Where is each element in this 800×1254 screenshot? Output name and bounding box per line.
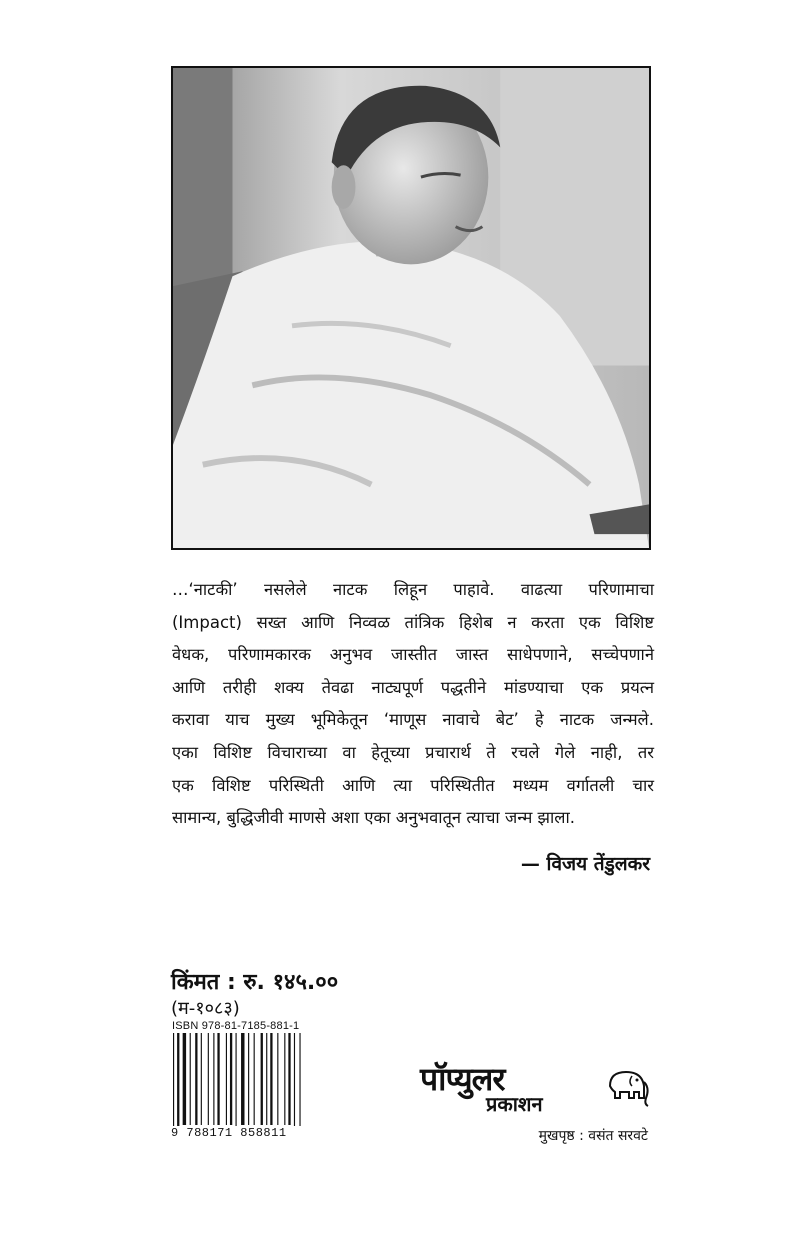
quote-signature: — विजय तेंडुलकर [520, 853, 650, 875]
quote-line: एक विशिष्ट परिस्थिती आणि त्या परिस्थितीत मध्यम वर्गातली चार [172, 775, 654, 795]
publisher-subtitle: प्रकाशन [486, 1092, 543, 1116]
quote-line: (Impact) सख्त आणि निव्वळ तांत्रिक हिशेब न करता एक विशिष्ट [172, 612, 654, 632]
quote-line: वेधक, परिणामकारक अनुभव जास्तीत जास्त साधेपणाने, सच्चेपणाने [172, 645, 654, 665]
quote-line: एका विशिष्ट विचाराच्या वा हेतूच्या प्रचारार्थ ते रचले गेले नाही, तर [172, 742, 654, 762]
publisher-logo [420, 1062, 650, 1120]
publisher-name: पॉप्युलर [420, 1060, 505, 1098]
quote-line: सामान्य, बुद्धिजीवी माणसे अशा एका अनुभवातून त्याचा जन्म झाला. [172, 808, 576, 828]
isbn-text: ISBN 978-81-7185-881-1 [172, 1020, 300, 1032]
barcode-digits: 9 788171 858811 [171, 1126, 307, 1140]
cover-designer-credit: मुखपृष्ठ : वसंत सरवटे [538, 1128, 648, 1144]
quote-line: …‘नाटकी’ नसलेले नाटक लिहून पाहावे. वाढत्या परिणामाचा [172, 580, 654, 599]
quote-line: आणि तरीही शक्य तेवढा नाट्यपूर्ण पद्धतीने मांडण्याचा एक प्रयत्न [172, 677, 654, 697]
back-cover-quote [172, 574, 654, 835]
author-portrait-image [173, 68, 649, 548]
catalog-code: (म-१०८३) [171, 998, 240, 1019]
quote-line: करावा याच मुख्य भूमिकेतून ‘माणूस नावाचे बेट’ हे नाटक जन्मले. [172, 710, 654, 730]
barcode-icon [171, 1033, 306, 1133]
price-label: किंमत : रु. १४५.०० [171, 970, 339, 995]
author-photo [171, 66, 651, 550]
elephant-icon [604, 1064, 650, 1110]
